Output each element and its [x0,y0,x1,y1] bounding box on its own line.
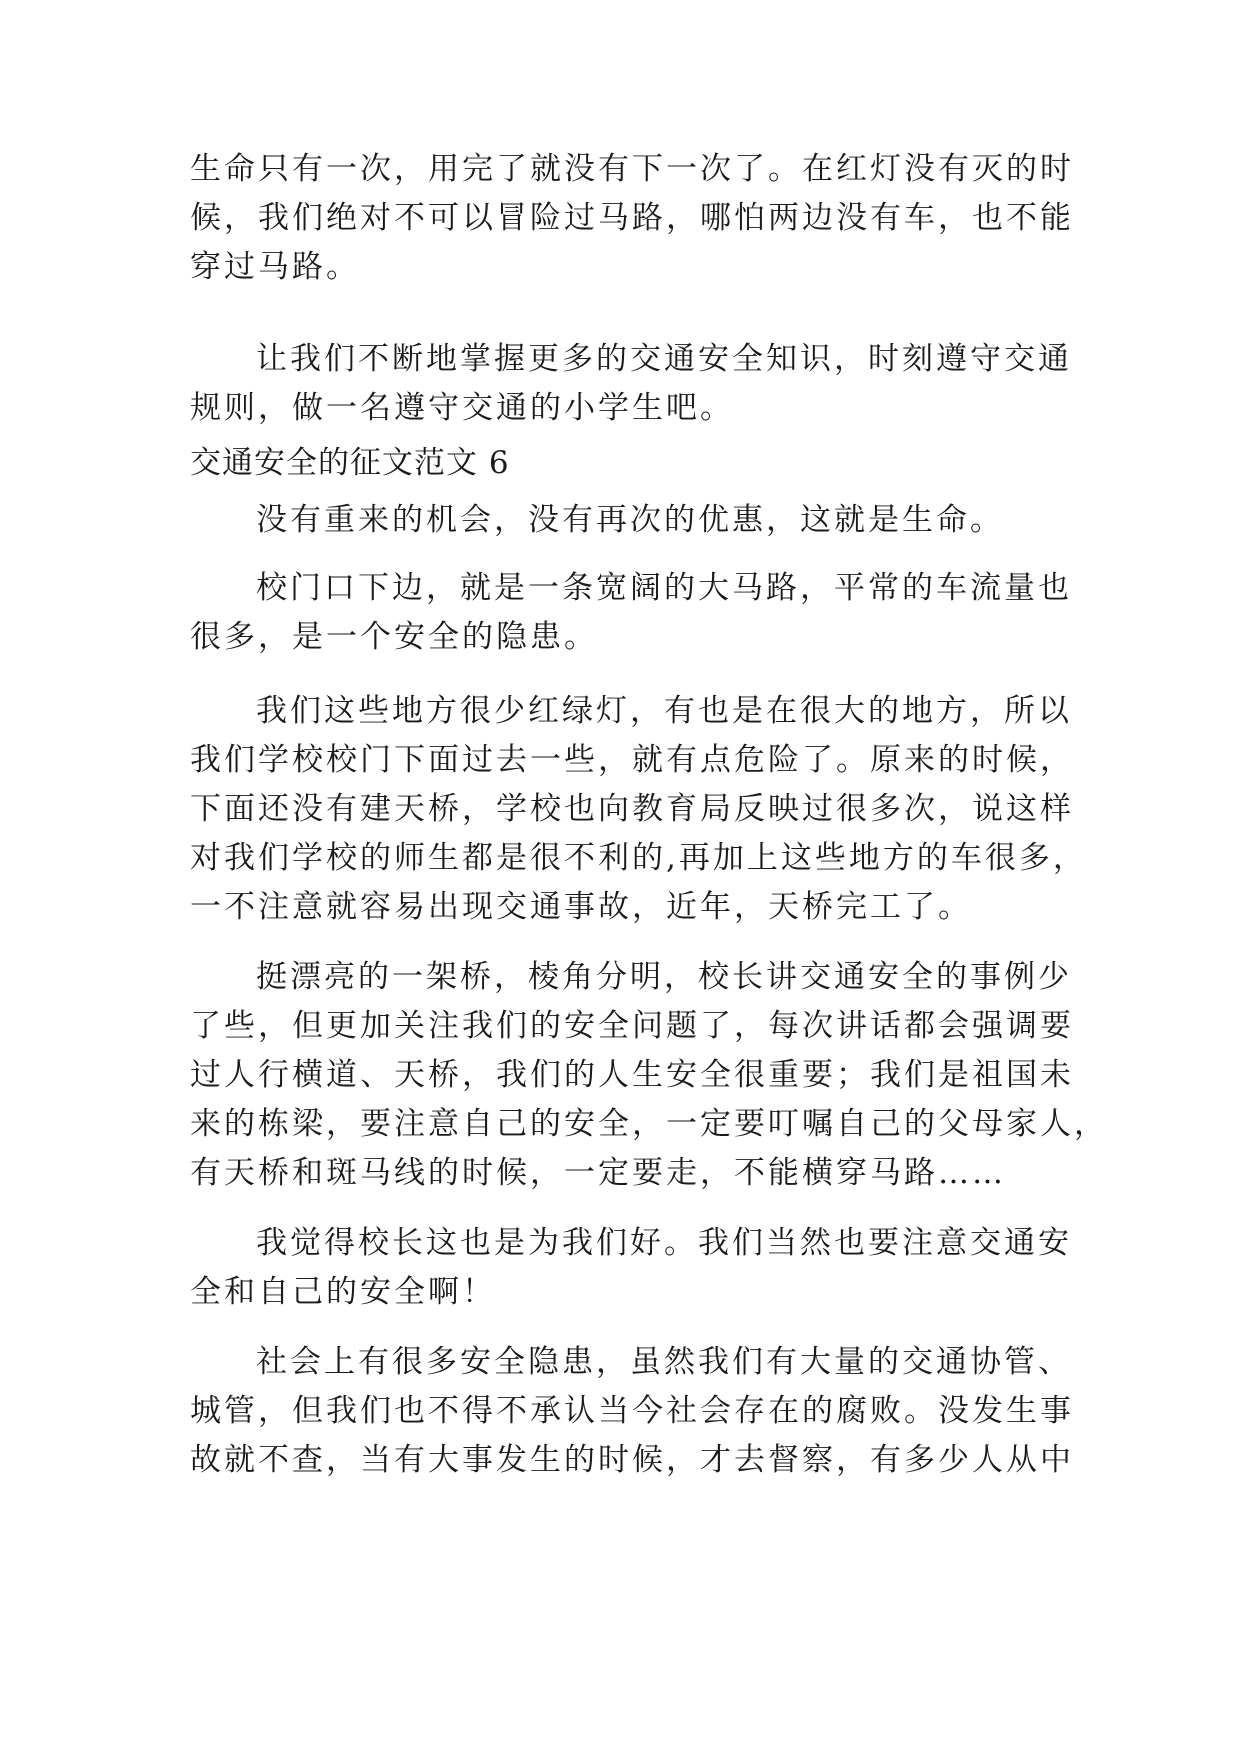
text-line: 候，我们绝对不可以冒险过马路，哪怕两边没有车，也不能 [190,200,1074,236]
text-line: 全和自己的安全啊！ [190,1274,496,1310]
paragraph-first-line: 挺漂亮的一架桥，棱角分明，校长讲交通安全的事例少 [256,959,1072,995]
text-line: 来的栋梁，要注意自己的安全，一定要叮嘱自己的父母家人， [190,1106,1108,1142]
text-line: 我们学校校门下面过去一些，就有点危险了。原来的时候， [190,742,1074,778]
paragraph-first-line: 没有重来的机会，没有再次的优惠，这就是生命。 [256,502,1004,538]
text-line: 对我们学校的师生都是很不利的,再加上这些地方的车很多， [190,840,1087,876]
text-line: 过人行横道、天桥，我们的人生安全很重要；我们是祖国未 [190,1057,1074,1093]
paragraph-first-line: 我们这些地方很少红绿灯，有也是在很大的地方，所以 [256,693,1072,729]
paragraph-first-line: 让我们不断地掌握更多的交通安全知识，时刻遵守交通 [256,341,1072,377]
text-line: 很多，是一个安全的隐患。 [190,619,598,655]
text-line: 一不注意就容易出现交通事故，近年，天桥完工了。 [190,889,972,925]
paragraph-first-line: 社会上有很多安全隐患，虽然我们有大量的交通协管、 [256,1344,1072,1380]
text-line: 下面还没有建天桥，学校也向教育局反映过很多次，说这样 [190,791,1074,827]
text-line: 城管，但我们也不得不承认当今社会存在的腐败。没发生事 [190,1393,1074,1429]
text-line: 有天桥和斑马线的时候，一定要走，不能横穿马路…… [190,1155,1006,1191]
section-heading: 交通安全的征文范文 6 [190,445,510,481]
paragraph-first-line: 校门口下边，就是一条宽阔的大马路，平常的车流量也 [256,570,1072,606]
text-line: 故就不查，当有大事发生的时候，才去督察，有多少人从中 [190,1442,1074,1478]
text-line: 规则，做一名遵守交通的小学生吧。 [190,390,734,426]
text-line: 了些，但更加关注我们的安全问题了，每次讲话都会强调要 [190,1008,1074,1044]
text-line: 生命只有一次，用完了就没有下一次了。在红灯没有灭的时 [190,151,1074,187]
paragraph-first-line: 我觉得校长这也是为我们好。我们当然也要注意交通安 [256,1225,1072,1261]
text-line: 穿过马路。 [190,249,360,285]
